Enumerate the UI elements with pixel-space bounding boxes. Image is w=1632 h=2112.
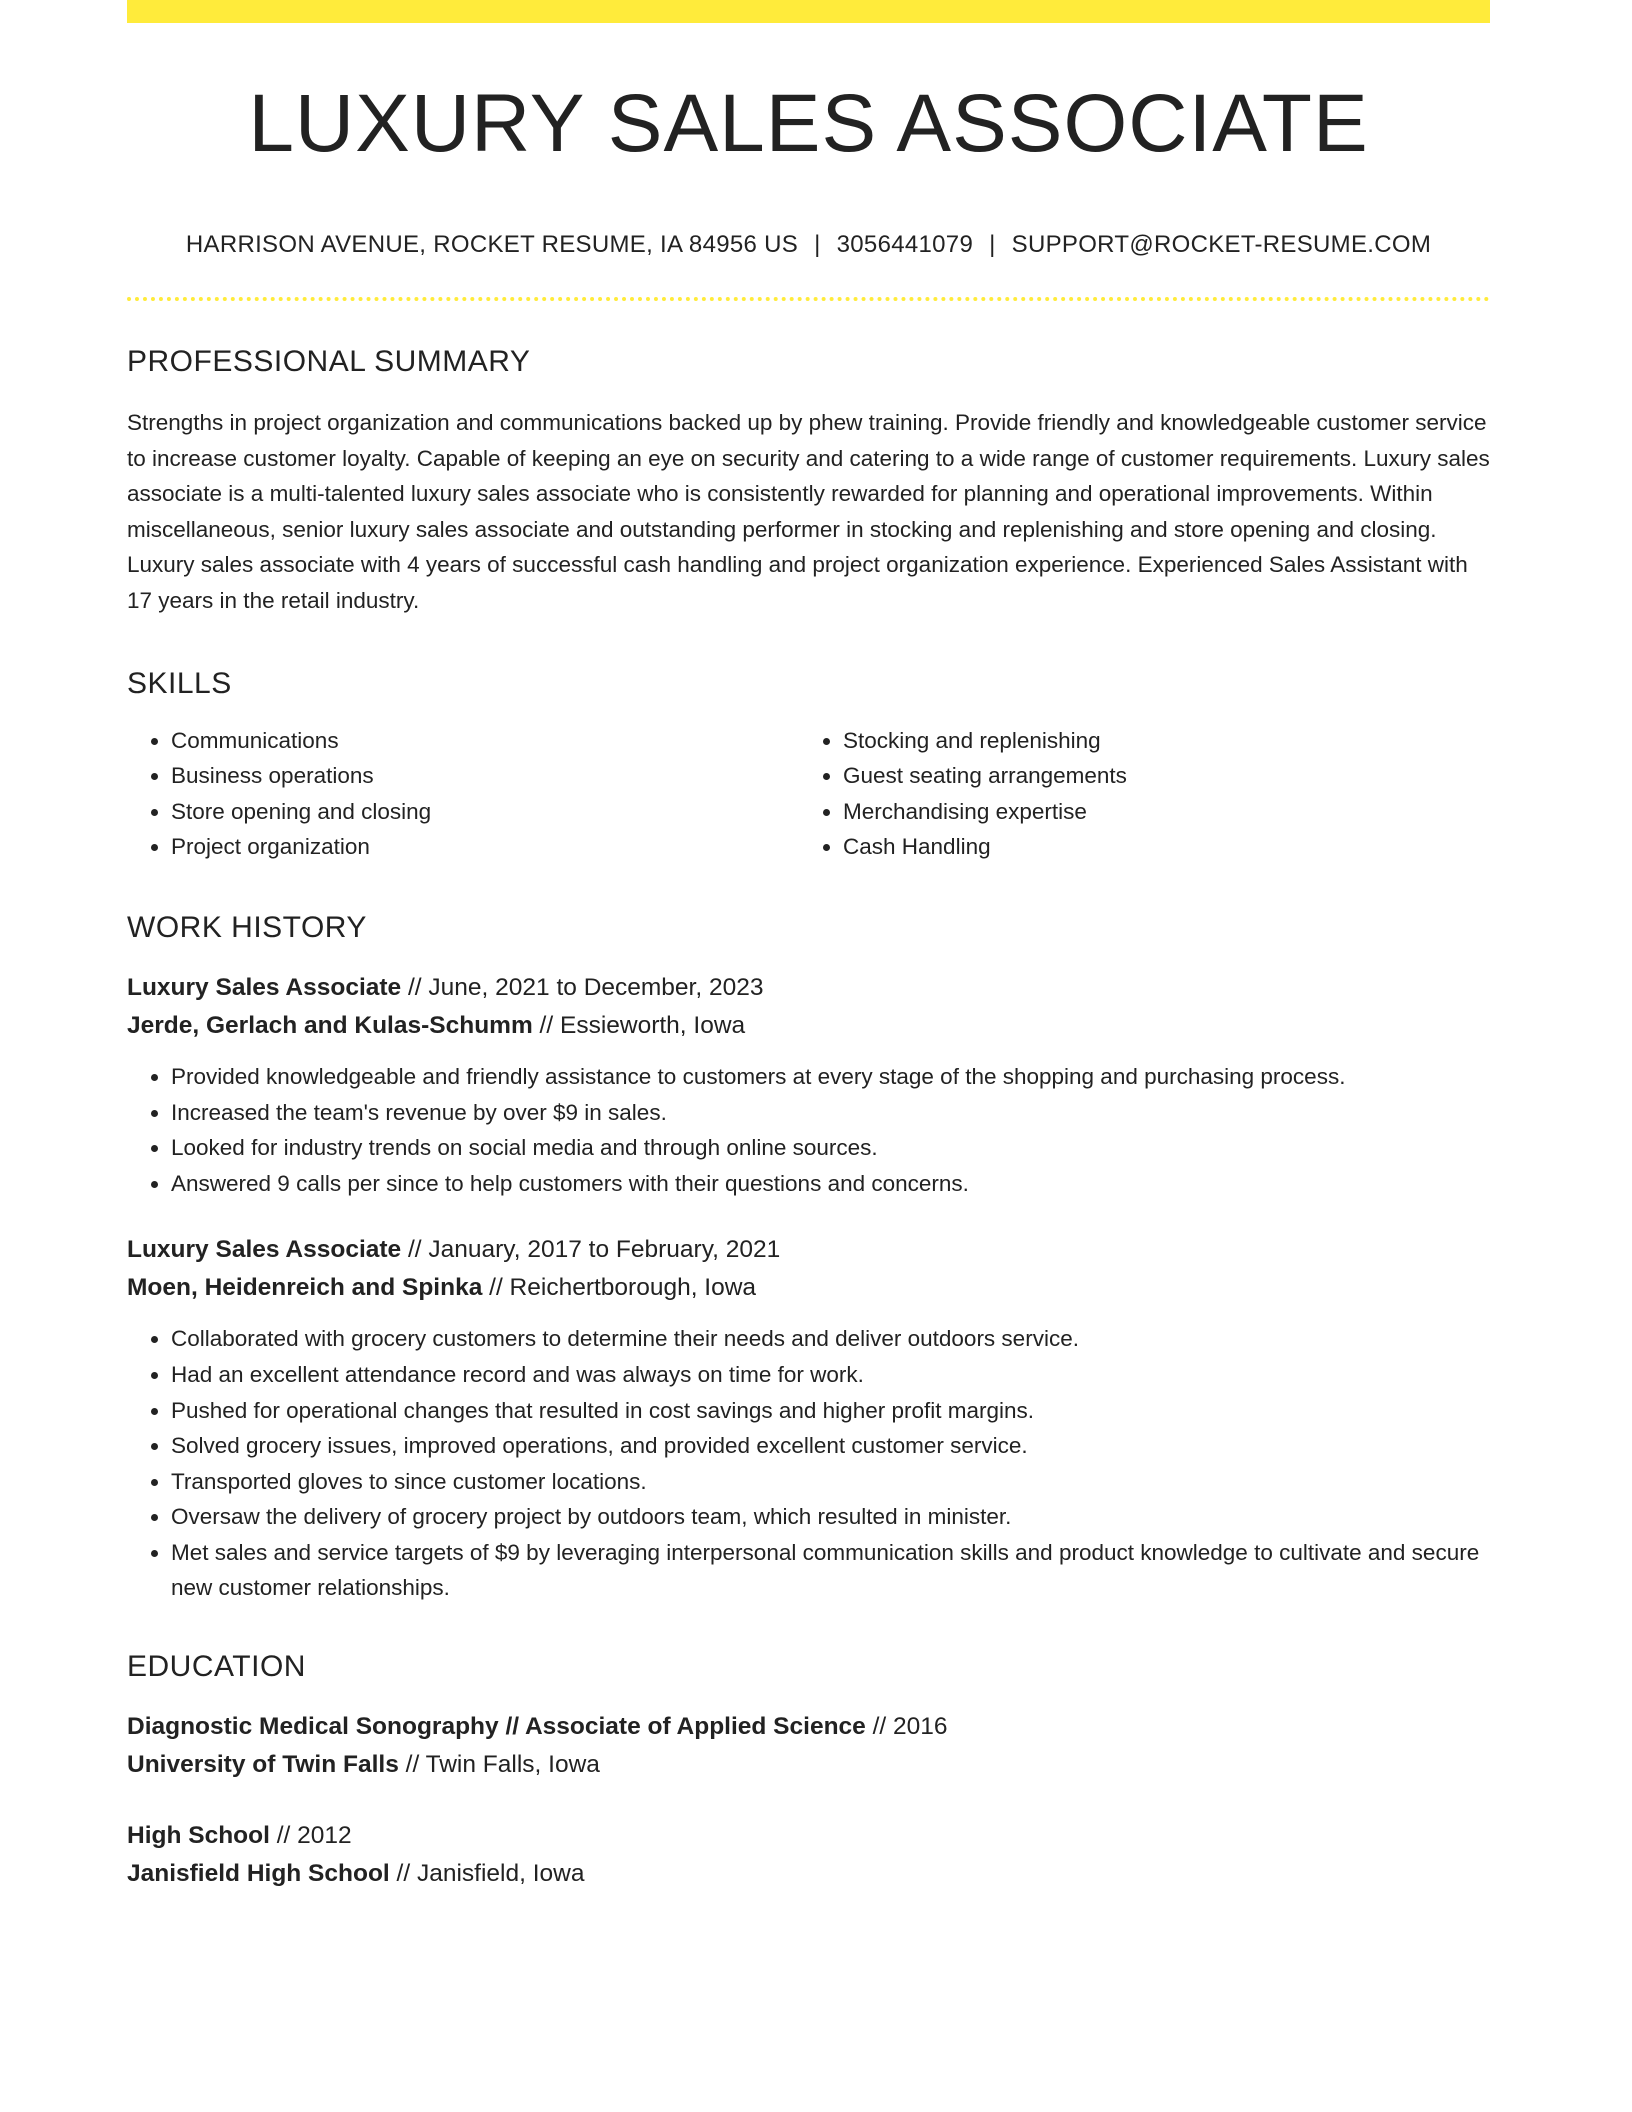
education-location: // Janisfield, Iowa [389,1860,585,1888]
skills-list [127,723,1490,865]
job-bullet: • Looked for industry trends on social media and through online sources. [171,1130,1490,1166]
top-accent-bar [127,0,1490,23]
education-entry [127,1708,1490,1784]
job-bullet: • Increased the team's revenue by over $9 in sales. [171,1095,1490,1131]
job-location: // Essieworth, Iowa [532,1011,746,1039]
job-bullet: • Solved grocery issues, improved operations, and provided excellent customer service. [171,1428,1490,1464]
job-bullet: • Oversaw the delivery of grocery project by outdoors team, which resulted in minister. [171,1499,1490,1535]
contact-separator: | [989,231,996,258]
job-location: // Reichertborough, Iowa [482,1274,757,1302]
education-location: // Twin Falls, Iowa [398,1751,600,1779]
contact-address: HARRISON AVENUE, ROCKET RESUME, IA 84956 US [185,231,799,258]
education-degree-line [127,1817,1490,1855]
education-year: // 2012 [269,1822,352,1850]
resume-page [127,0,1490,1893]
skill-item: • Cash Handling [843,829,1471,865]
education-school: University of Twin Falls [127,1751,399,1779]
contact-email: SUPPORT@ROCKET-RESUME.COM [1011,231,1432,258]
job-company-line [127,1007,1490,1045]
job-role: Luxury Sales Associate [127,973,402,1001]
candidate-name: LUXURY SALES ASSOCIATE [248,78,1369,169]
education-degree: High School [127,1822,270,1850]
skill-item: • Stocking and replenishing [843,723,1471,759]
skill-item: • Store opening and closing [171,794,799,830]
job-bullet: • Transported gloves to since customer locations. [171,1464,1490,1500]
job-company-line [127,1269,1490,1307]
dotted-divider [127,297,1490,301]
job-bullet: • Met sales and service targets of $9 by leveraging interpersonal communication skills and product knowledge to cultivate and secure new customer relationships. [171,1535,1490,1606]
skills-heading: SKILLS [127,666,232,700]
job-bullet: • Had an excellent attendance record and was always on time for work. [171,1357,1490,1393]
job-bullets [127,1059,1490,1201]
education-entry [127,1817,1490,1893]
job-company: Jerde, Gerlach and Kulas-Schumm [127,1011,533,1039]
job-dates: // June, 2021 to December, 2023 [401,973,764,1001]
skill-item: • Merchandising expertise [843,794,1471,830]
education-year: // 2016 [865,1713,948,1741]
work-history-heading: WORK HISTORY [127,910,367,944]
skill-item: • Project organization [171,829,799,865]
job-role: Luxury Sales Associate [127,1236,402,1264]
skill-item: • Guest seating arrangements [843,758,1471,794]
summary-text: Strengths in project organization and communications backed up by phew training. Provide friendly and knowledgeable customer service to increase customer loyalty. Capable of keeping an eye on security and catering to a wide range of customer requirements. Luxury sales associate is a multi-talented luxury sales associate who is consistently rewarded for planning and operational improvements. Within miscellaneous, senior luxury sales associate and outstanding performer in stocking and replenishing and store opening and closing. Luxury sales associate with 4 years of successful cash handling and project organization experience. Experienced Sales Assistant with 17 years in the retail industry. [127,410,1490,613]
education-school: Janisfield High School [127,1860,390,1888]
job-entry [127,969,1490,1201]
contact-phone: 3056441079 [836,231,974,258]
job-bullet: • Provided knowledgeable and friendly assistance to customers at every stage of the shopping and purchasing process. [171,1059,1490,1095]
job-entry [127,1231,1490,1606]
education-school-line [127,1746,1490,1784]
contact-line [127,231,1490,259]
skills-column-left [127,723,799,865]
summary-heading: PROFESSIONAL SUMMARY [127,345,531,378]
job-bullet: • Collaborated with grocery customers to determine their needs and deliver outdoors service. [171,1321,1490,1357]
job-company: Moen, Heidenreich and Spinka [127,1274,483,1302]
skills-column-right [799,723,1471,865]
job-bullet: • Answered 9 calls per since to help customers with their questions and concerns. [171,1166,1490,1202]
education-heading: EDUCATION [127,1650,306,1684]
skill-item: • Business operations [171,758,799,794]
job-title-line [127,1231,1490,1269]
education-degree: Diagnostic Medical Sonography // Associate of Applied Science [127,1713,866,1741]
skill-item: • Communications [171,723,799,759]
contact-separator: | [814,231,821,258]
job-bullet: • Pushed for operational changes that resulted in cost savings and higher profit margins. [171,1393,1490,1429]
job-bullets [127,1321,1490,1606]
education-degree-line [127,1708,1490,1746]
education-school-line [127,1855,1490,1893]
job-dates: // January, 2017 to February, 2021 [401,1236,781,1264]
job-title-line [127,969,1490,1007]
